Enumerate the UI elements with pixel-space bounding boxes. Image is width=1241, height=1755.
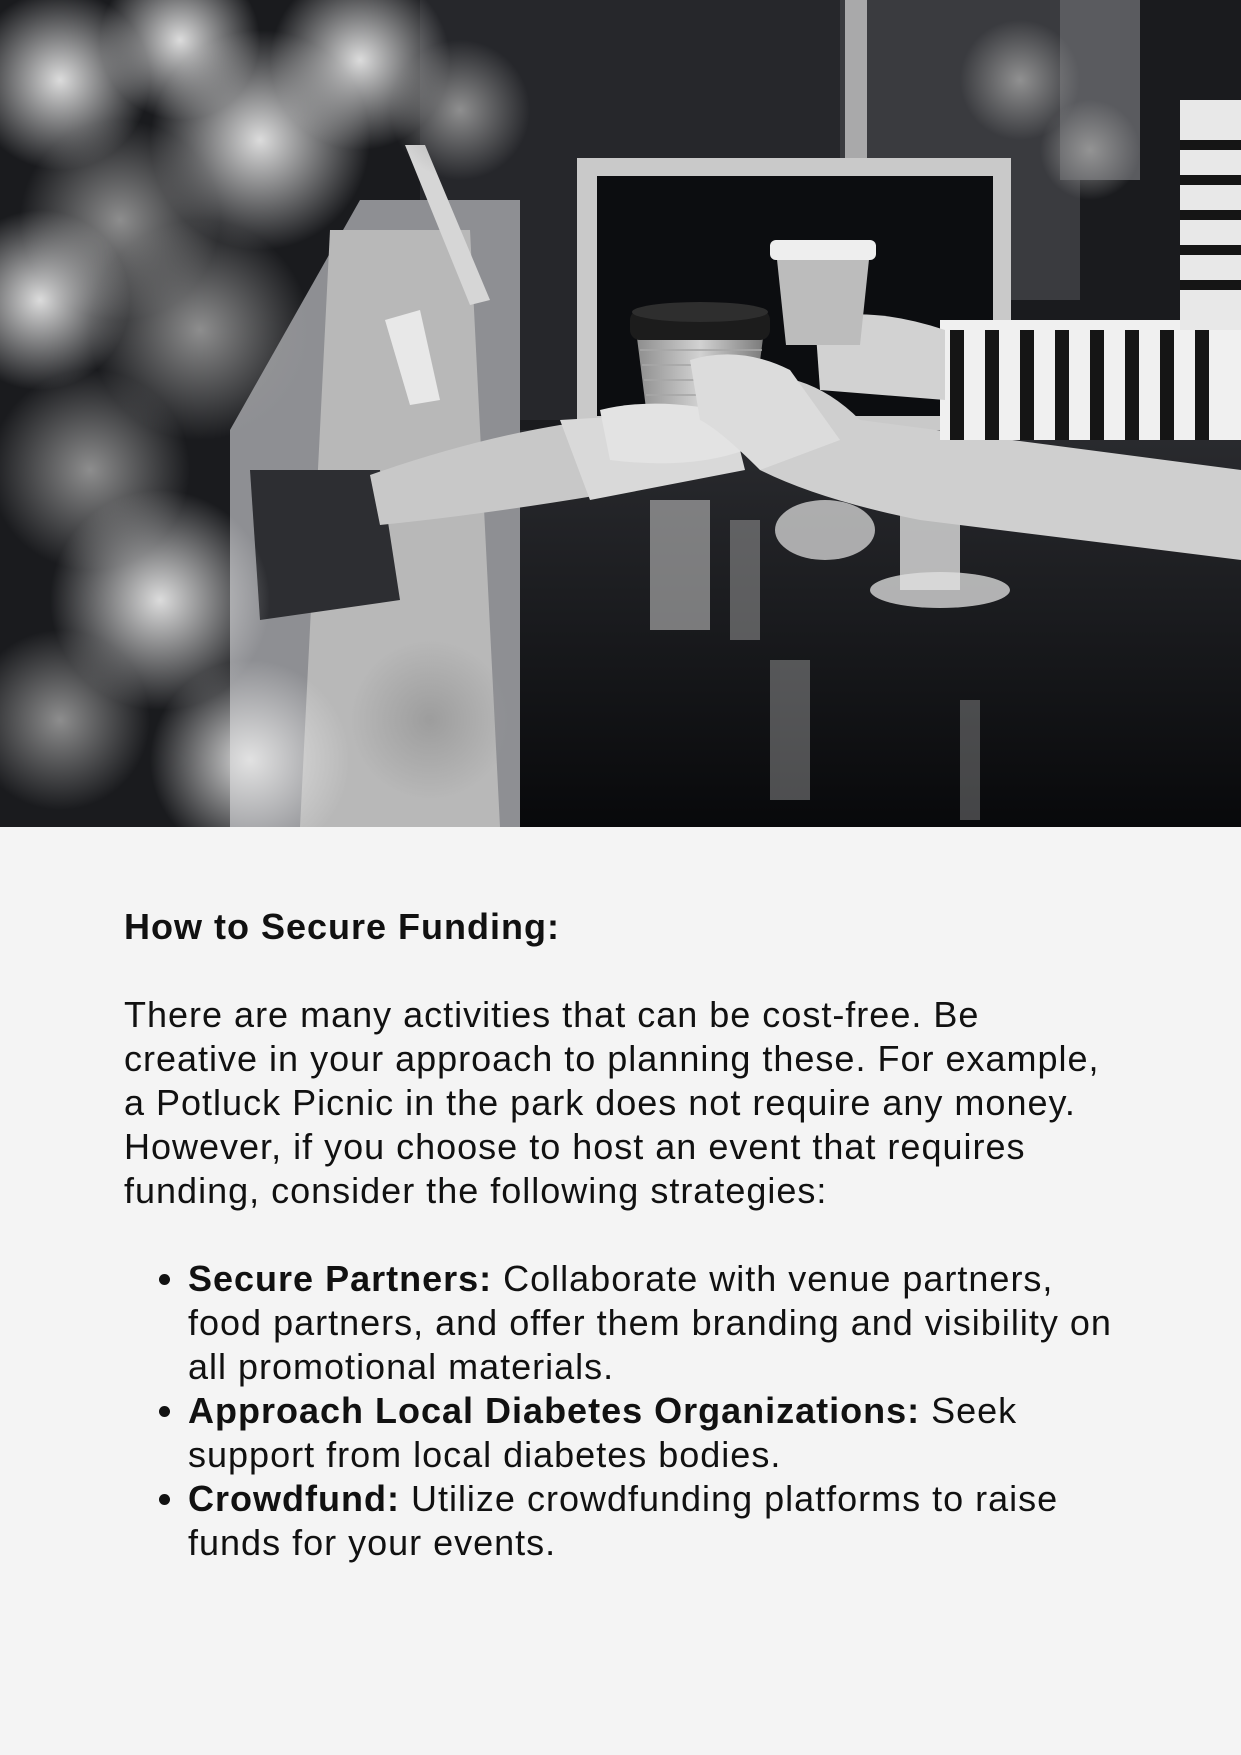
section-heading: How to Secure Funding: <box>124 906 560 947</box>
list-item <box>188 1389 1124 1477</box>
hero-photo <box>0 0 1241 827</box>
funding-section <box>124 905 1124 1565</box>
strategy-text: Collaborate with venue partners, food partners, and offer them branding and visibility on all promotional materials. <box>188 1258 1112 1387</box>
strategy-list <box>124 1257 1124 1565</box>
strategy-title: Crowdfund: <box>188 1478 400 1519</box>
list-item <box>188 1477 1124 1565</box>
list-item <box>188 1257 1124 1389</box>
coffee-handoff-illustration <box>0 0 1241 827</box>
strategy-title: Approach Local Diabetes Organizations: <box>188 1390 921 1431</box>
strategy-text: Seek support from local diabetes bodies. <box>188 1390 1018 1475</box>
strategy-text: Utilize crowdfunding platforms to raise funds for your events. <box>188 1478 1059 1563</box>
intro-paragraph: There are many activities that can be cost-free. Be creative in your approach to planning these. For example, a Potluck Picnic in the park does not require any money. However, if you choose to host an event that requires funding, consider the following strategies: <box>124 994 1100 1211</box>
strategy-title: Secure Partners: <box>188 1258 493 1299</box>
